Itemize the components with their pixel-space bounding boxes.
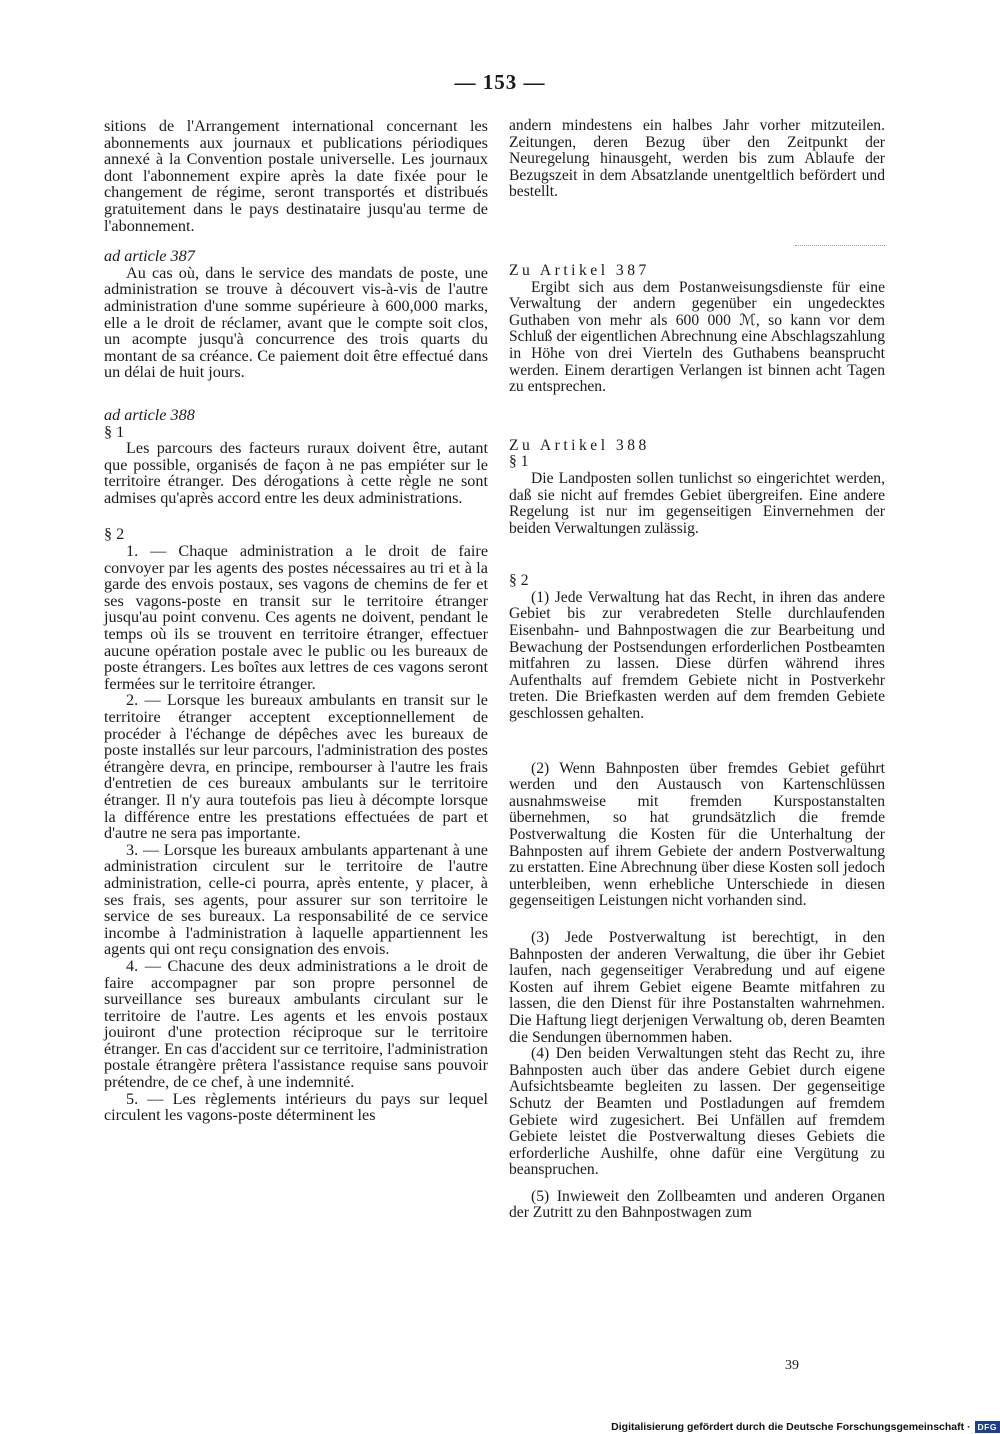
- digitization-footer: [608, 1419, 1000, 1434]
- french-heading-article-388: ad article 388: [104, 405, 195, 424]
- german-item-2: (2) Wenn Bahnposten über fremdes Gebiet geführt werden und den Austausch von Kartenschlüssen ausnahmsweise mit fremden Kurspostanstalten übernehmen, so hat grundsätzlich die fremde Postverwaltung die Kosten für die Unterhaltung der Bahnposten auf ihrem Gebiete der andern Postverwaltung zu erstatten. Eine Abrechnung über diese Kosten soll jedoch unterbleiben, wenn erhebliche Unterschiede in diesen gegenseitigen Leistungen nicht vorhanden sind.: [509, 759, 885, 910]
- page-number: — 153 —: [454, 70, 546, 94]
- german-section-2-sign: § 2: [509, 572, 529, 590]
- footer-text: Digitalisierung gefördert durch die Deutsche Forschungsgemeinschaft ·: [611, 1420, 971, 1433]
- german-heading-article-388: Zu Artikel 388: [509, 436, 650, 454]
- french-section-1-sign: § 1: [104, 422, 125, 441]
- german-column: [509, 118, 885, 1222]
- french-item-1: 1. — Chaque administration a le droit de faire convoyer par les agents des postes nécessaires au tri et à la garde des envois postaux, ses vagons de chemins de fer et ses vagons-poste en transit sur le territoire étranger jusqu'au point convenu. Ces agents ne doivent, pendant le temps où ils se trouvent en territoire étranger, effectuer aucune opération postale avec le public ou les bureaux de poste étrangers. Les boîtes aux lettres de ces vagons seront fermées sur le territoire étranger.: [104, 542, 488, 693]
- german-item-4: (4) Den beiden Verwaltungen steht das Recht zu, ihre Bahnposten auch über das andere Gebiet durch eigene Aufsichtsbeamte begleiten zu lassen. Der gegenseitige Schutz der Beamten und Postladungen auf fremdem Gebiete wird zugesichert. Bei Unfällen auf fremdem Gebiete leistet die Postverwaltung dieses Gebiets die erforderliche Aushilfe, ohne dafür eine Vergütung zu beanspruchen.: [509, 1045, 885, 1179]
- dotted-separator: [795, 245, 885, 247]
- french-item-3: 3. — Lorsque les bureaux ambulants appartenant à une administration circulent sur le territoire de l'autre administration, celle-ci pourra, après entente, y placer, à ses frais, ses agents, pour assurer sur son territoire le service de ses bureaux. La responsabilité de ce service incombe à l'administration à laquelle appartiennent les agents qui ont reçu consignation des envois.: [104, 840, 488, 959]
- french-item-5: 5. — Les règlements intérieurs du pays sur lequel circulent les vagons-poste déterminent les: [104, 1089, 488, 1125]
- french-section-1-paragraph: Les parcours des facteurs ruraux doivent être, autant que possible, organisés de façon à ne pas empiéter sur le territoire étranger. Des dérogations à cette règle ne sont admises qu'après accord entre les deux administrations.: [104, 439, 488, 507]
- french-item-2: 2. — Lorsque les bureaux ambulants en transit sur le territoire étranger acceptent exceptionnellement de procéder à l'échange de dépêches avec les bureaux de poste installés sur leur parcours, l'administration des postes étrangère devra, en principe, rembourser à l'autre les frais d'entretien de ces bureaux ambulants sur le territoire étranger. Il n'y aura toutefois pas lieu à décompte lorsque la différence entre les prestations effectuées de part et d'autre ne sera pas importante.: [104, 691, 488, 843]
- french-column: [104, 118, 488, 1124]
- dfg-logo-icon: DFG: [975, 1421, 1000, 1433]
- french-section-2-sign: § 2: [104, 525, 125, 544]
- german-item-1: (1) Jede Verwaltung hat das Recht, in ihren das andere Gebiet bis zur verabredeten Stelle durchlaufenden Eisenbahn- und Bahnpostwagen die zur Bearbeitung und Bewachung der Postsendungen erforderlichen Postbeamten mitfahren zu lassen. Diese dürfen während ihres Aufenthalts auf fremdem Gebiete nicht in Postverkehr treten. Die Briefkasten werden auf dem fremden Gebiete geschlossen gehalten.: [509, 588, 885, 723]
- french-heading-article-387: ad article 387: [104, 247, 195, 266]
- german-item-3: (3) Jede Postverwaltung ist berechtigt, in den Bahnposten der anderen Verwaltung, die über ihr Gebiet laufen, nach gegenseitiger Verabredung und auf eigene Kosten auf ihrem Gebiet eigene Beamte mitfahren zu lassen, die den Dienst für ihre Postanstalten wahrnehmen. Die Haftung liegt derjenigen Verwaltung ob, deren Beamten die Sendungen übernommen haben.: [509, 928, 885, 1046]
- french-article-387-paragraph: Au cas où, dans le service des mandats de poste, une administration se trouve à découvert vis-à-vis de l'autre administration d'une somme supérieure à 600,000 marks, elle a le droit de réclamer, avant que le compte soit clos, un acompte jusqu'à concurrence des trois quarts du montant de sa créance. Ce paiement doit être effectué dans un délai de huit jours.: [104, 263, 488, 382]
- german-section-1-sign: § 1: [509, 453, 529, 471]
- german-intro-paragraph: andern mindestens ein halbes Jahr vorher mitzuteilen. Zeitungen, deren Bezug über den Zeitpunkt der Neuregelung hinausgeht, werden bis zum Ablaufe der Bezugszeit in dem Absatzlande unentgeltlich befördert und bestellt.: [509, 117, 885, 201]
- german-item-5: (5) Inwieweit den Zollbeamten und anderen Organen der Zutritt zu den Bahnpostwagen zum: [509, 1187, 885, 1222]
- signature-number: 39: [785, 1358, 799, 1373]
- german-section-1-paragraph: Die Landposten sollen tunlichst so eingerichtet werden, daß sie nicht auf fremdes Gebiet übergreifen. Eine andere Regelung ist nur im gegenseitigen Einvernehmen der beiden Verwaltungen zulässig.: [509, 469, 885, 537]
- french-intro-paragraph: sitions de l'Arrangement international concernant les abonnements aux journaux et publications périodiques annexé à la Convention postale universelle. Les journaux dont l'abonnement expire après la date fixée pour le changement de régime, seront transportés et distribués gratuitement dans le pays destinataire jusqu'au terme de l'abonnement.: [104, 117, 488, 235]
- french-item-4: 4. — Chacune des deux administrations a le droit de faire accompagner par son propre personnel de surveillance ses bureaux ambulants circulant sur le territoire de l'autre. Les agents et les envois postaux jouiront d'une protection réciproque sur le territoire étranger. En cas d'accident sur ce territoire, l'administration postale étrangère prêtera l'assistance requise sans pouvoir prétendre, de ce chef, à une indemnité.: [104, 956, 488, 1092]
- german-heading-article-387: Zu Artikel 387: [509, 261, 650, 279]
- german-article-387-paragraph: Ergibt sich aus dem Postanweisungsdienste für eine Verwaltung der andern gegenüber ein ungedecktes Guthaben von mehr als 600 000 ℳ, so kann vor dem Schluß der eigentlichen Abrechnung eine Abschlagszahlung in Höhe von drei Vierteln des Guthabens beansprucht werden. Einem derartigen Verlangen ist binnen acht Tagen zu entsprechen.: [509, 278, 885, 396]
